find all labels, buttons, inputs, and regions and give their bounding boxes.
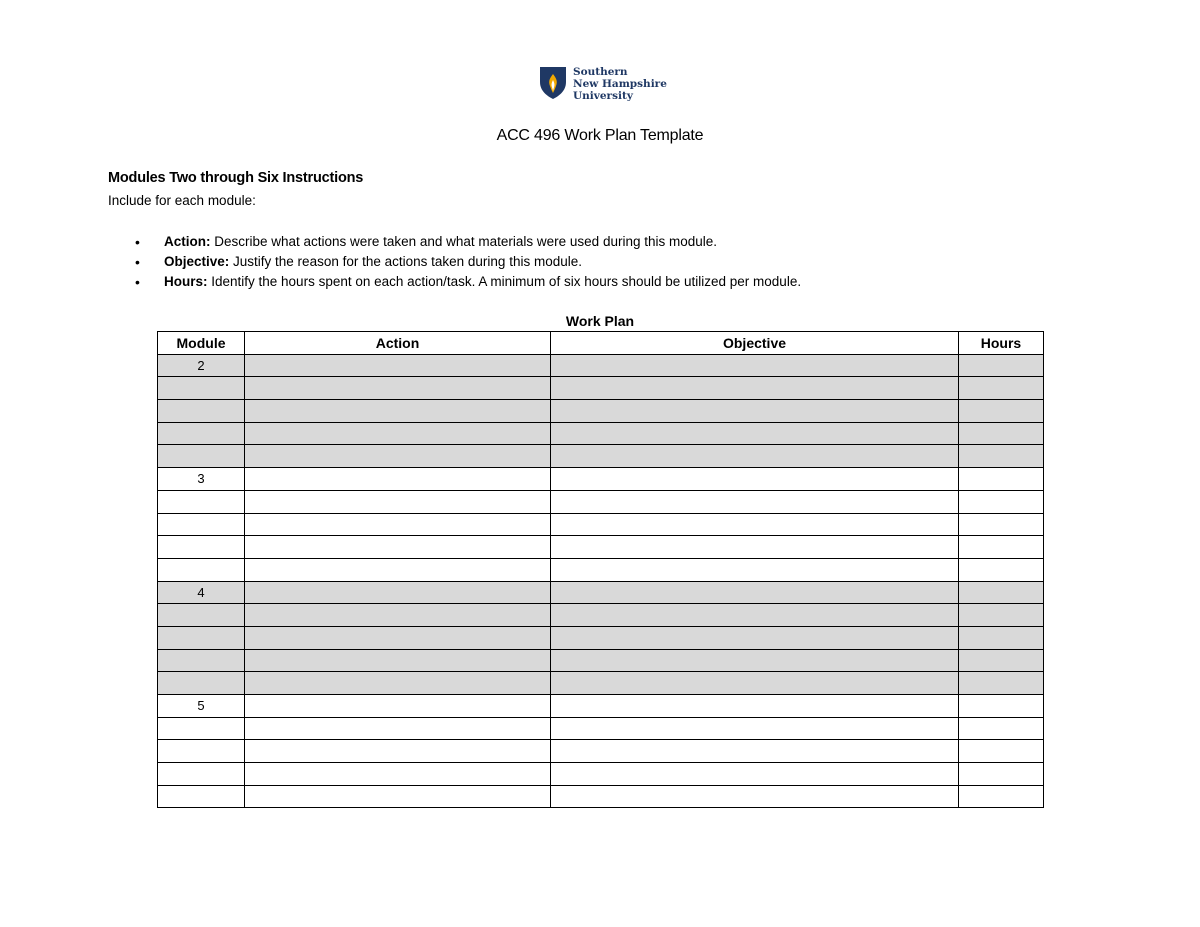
table-row <box>158 649 1044 672</box>
module-cell <box>158 763 245 786</box>
instructions-heading: Modules Two through Six Instructions <box>108 170 364 186</box>
hours-cell[interactable] <box>959 490 1044 513</box>
table-row <box>158 445 1044 468</box>
objective-cell[interactable] <box>551 468 959 491</box>
objective-cell[interactable] <box>551 672 959 695</box>
action-cell[interactable] <box>245 581 551 604</box>
bullet-icon: • <box>135 274 140 290</box>
module-cell <box>158 717 245 740</box>
hours-cell[interactable] <box>959 468 1044 491</box>
university-logo <box>539 66 667 102</box>
table-row <box>158 695 1044 718</box>
instruction-text: Identify the hours spent on each action/task. A minimum of six hours should be utilized per module. <box>207 274 802 289</box>
module-cell <box>158 649 245 672</box>
action-cell[interactable] <box>245 490 551 513</box>
table-caption: Work Plan <box>565 313 635 329</box>
hours-cell[interactable] <box>959 649 1044 672</box>
table-row <box>158 785 1044 808</box>
module-cell: 2 <box>158 354 245 377</box>
objective-cell[interactable] <box>551 422 959 445</box>
table-body <box>158 354 1044 808</box>
table-row <box>158 672 1044 695</box>
action-cell[interactable] <box>245 649 551 672</box>
hours-cell[interactable] <box>959 445 1044 468</box>
logo-line-2: New Hampshire <box>573 78 667 90</box>
module-cell: 3 <box>158 468 245 491</box>
module-cell <box>158 377 245 400</box>
hours-cell[interactable] <box>959 740 1044 763</box>
table-row <box>158 558 1044 581</box>
action-cell[interactable] <box>245 513 551 536</box>
objective-cell[interactable] <box>551 513 959 536</box>
table-row <box>158 763 1044 786</box>
header-module: Module <box>158 332 245 355</box>
instruction-text: Describe what actions were taken and what materials were used during this module. <box>210 234 718 249</box>
hours-cell[interactable] <box>959 377 1044 400</box>
objective-cell[interactable] <box>551 763 959 786</box>
action-cell[interactable] <box>245 377 551 400</box>
instruction-item-objective <box>108 252 801 272</box>
module-cell <box>158 672 245 695</box>
module-cell <box>158 785 245 808</box>
instruction-term: Hours: <box>164 274 208 289</box>
header-hours: Hours <box>959 332 1044 355</box>
objective-cell[interactable] <box>551 490 959 513</box>
hours-cell[interactable] <box>959 763 1044 786</box>
instruction-term: Action: <box>164 234 211 249</box>
action-cell[interactable] <box>245 354 551 377</box>
objective-cell[interactable] <box>551 695 959 718</box>
objective-cell[interactable] <box>551 558 959 581</box>
module-cell: 4 <box>158 581 245 604</box>
action-cell[interactable] <box>245 400 551 423</box>
table-row <box>158 354 1044 377</box>
university-name <box>573 66 667 102</box>
instruction-text: Justify the reason for the actions taken during this module. <box>229 254 582 269</box>
hours-cell[interactable] <box>959 695 1044 718</box>
bullet-icon: • <box>135 234 140 250</box>
header-objective: Objective <box>551 332 959 355</box>
hours-cell[interactable] <box>959 400 1044 423</box>
action-cell[interactable] <box>245 422 551 445</box>
hours-cell[interactable] <box>959 536 1044 559</box>
logo-line-3: University <box>573 90 633 102</box>
table-row <box>158 377 1044 400</box>
objective-cell[interactable] <box>551 536 959 559</box>
table-row <box>158 400 1044 423</box>
objective-cell[interactable] <box>551 445 959 468</box>
objective-cell[interactable] <box>551 400 959 423</box>
table-row <box>158 490 1044 513</box>
table-row <box>158 740 1044 763</box>
table-row <box>158 626 1044 649</box>
module-cell: 5 <box>158 695 245 718</box>
objective-cell[interactable] <box>551 649 959 672</box>
hours-cell[interactable] <box>959 558 1044 581</box>
table-row <box>158 581 1044 604</box>
action-cell[interactable] <box>245 626 551 649</box>
document-title: ACC 496 Work Plan Template <box>496 127 704 144</box>
hours-cell[interactable] <box>959 672 1044 695</box>
objective-cell[interactable] <box>551 785 959 808</box>
action-cell[interactable] <box>245 695 551 718</box>
action-cell[interactable] <box>245 785 551 808</box>
table-row <box>158 422 1044 445</box>
module-cell <box>158 740 245 763</box>
action-cell[interactable] <box>245 717 551 740</box>
objective-cell[interactable] <box>551 604 959 627</box>
objective-cell[interactable] <box>551 717 959 740</box>
hours-cell[interactable] <box>959 785 1044 808</box>
table-row <box>158 513 1044 536</box>
hours-cell[interactable] <box>959 513 1044 536</box>
objective-cell[interactable] <box>551 740 959 763</box>
table-row <box>158 536 1044 559</box>
module-cell <box>158 604 245 627</box>
hours-cell[interactable] <box>959 717 1044 740</box>
action-cell[interactable] <box>245 740 551 763</box>
table-row <box>158 604 1044 627</box>
module-cell <box>158 626 245 649</box>
table-header-row <box>158 332 1044 355</box>
module-cell <box>158 536 245 559</box>
flame-shield-icon <box>539 66 567 100</box>
instruction-item-hours <box>108 272 801 292</box>
module-cell <box>158 445 245 468</box>
objective-cell[interactable] <box>551 626 959 649</box>
action-cell[interactable] <box>245 672 551 695</box>
hours-cell[interactable] <box>959 354 1044 377</box>
table-row <box>158 468 1044 491</box>
logo-line-1: Southern <box>573 66 628 78</box>
action-cell[interactable] <box>245 536 551 559</box>
module-cell <box>158 422 245 445</box>
module-cell <box>158 490 245 513</box>
module-cell <box>158 400 245 423</box>
objective-cell[interactable] <box>551 377 959 400</box>
module-cell <box>158 558 245 581</box>
instruction-term: Objective: <box>164 254 230 269</box>
action-cell[interactable] <box>245 763 551 786</box>
objective-cell[interactable] <box>551 581 959 604</box>
bullet-icon: • <box>135 254 140 270</box>
module-cell <box>158 513 245 536</box>
action-cell[interactable] <box>245 558 551 581</box>
header-action: Action <box>245 332 551 355</box>
hours-cell[interactable] <box>959 422 1044 445</box>
hours-cell[interactable] <box>959 604 1044 627</box>
hours-cell[interactable] <box>959 626 1044 649</box>
instruction-item-action <box>108 232 801 252</box>
objective-cell[interactable] <box>551 354 959 377</box>
action-cell[interactable] <box>245 468 551 491</box>
work-plan-table <box>157 331 1044 808</box>
action-cell[interactable] <box>245 445 551 468</box>
table-row <box>158 717 1044 740</box>
instructions-intro: Include for each module: <box>108 193 256 208</box>
instruction-list <box>108 232 801 292</box>
hours-cell[interactable] <box>959 581 1044 604</box>
action-cell[interactable] <box>245 604 551 627</box>
